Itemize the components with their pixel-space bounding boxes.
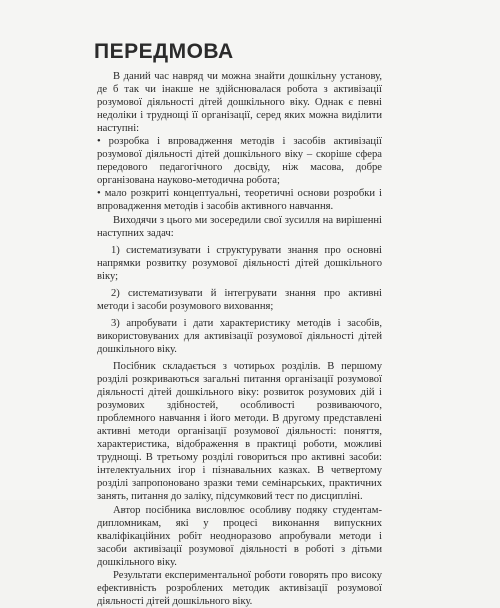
acknowledgement-paragraph: Автор посібника висловлює особливу подяку студентам-дипломникам, які у процесі виконання випускних кваліфікаційних робіт неодноразово апробували методи і засоби активізації розумової діяльності в роботі з дітьми дошкільного віку. <box>97 504 382 568</box>
tasks-intro-paragraph: Виходячи з цього ми зосередили свої зусилля на вирішенні наступних задач: <box>97 214 382 239</box>
bullet-item-2: • мало розкриті концептуальні, теоретичні основи розробки і впровадження методів і засобів активного навчання. <box>97 188 382 213</box>
intro-paragraph: В даний час навряд чи можна знайти дошкільну установу, де б так чи інакше не здійснювалася робота з активізації розумової діяльності дітей дошкільного віку. Однак є певні недоліки і труднощі її організації, серед яких можна виділити наступні: <box>97 71 382 135</box>
page-title: ПЕРЕДМОВА <box>94 40 234 63</box>
structure-paragraph: Посібник складається з чотирьох розділів. В першому розділі розкриваються загальні питання організації розумової діяльності дітей дошкільного віку: розвиток розумових дій і розумових здібностей, особливості розвиваючого, проблемного навчання і його методи. В другому представлені активні методи організації розумової діяльності: поняття, характеристика, відображення в практиці роботи, можливі труднощі. В третьому розділі говориться про активні засоби: інтелектуальних ігор і пізнавальних казках. В четвертому розділі запропоновано зразки теми семінарських, практичних занять, питання до заліку, підсумковий тест по дисципліні. <box>97 360 382 503</box>
results-paragraph: Результати експериментальної роботи говорять про високу ефективність розроблених методик активізації розумової діяльності дітей дошкільного віку. <box>97 569 382 607</box>
task-item-2: 2) систематизувати й інтегрувати знання про активні методи і засоби розумового виховання; <box>97 287 382 312</box>
task-item-1: 1) систематизувати і структурувати знання про основні напрямки розвитку розумової діяльності дітей дошкільного віку; <box>97 244 382 282</box>
bullet-item-1: • розробка і впровадження методів і засобів активізації розумової діяльності дітей дошкільного віку – скоріше сфера передового педагогічного досвіду, ніж масова, добре організована науково-методична робота; <box>97 136 382 187</box>
task-item-3: 3) апробувати і дати характеристику методів і засобів, використовуваних для активізації розумової діяльності дітей дошкільного віку. <box>97 317 382 355</box>
document-body <box>97 70 382 608</box>
